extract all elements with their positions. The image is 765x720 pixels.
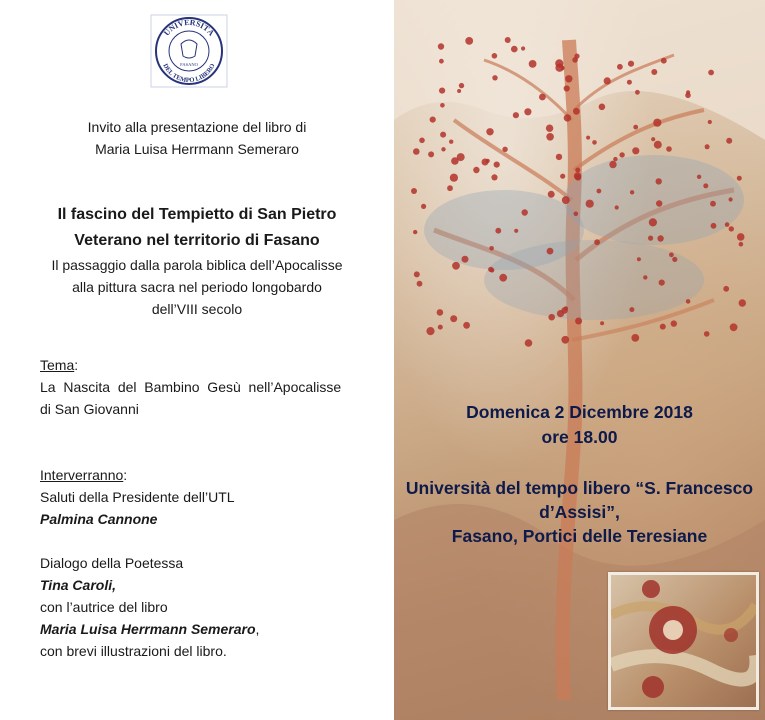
fresco-fruit-dot — [419, 138, 425, 144]
fresco-fruit-dot — [685, 93, 691, 99]
fresco-fruit-dot — [499, 274, 507, 282]
fresco-fruit-dot — [539, 94, 546, 101]
event-time: ore 18.00 — [541, 427, 618, 447]
book-title-line-1: Il fascino del Tempietto di San Pietro — [57, 206, 337, 223]
fresco-fruit-dot — [491, 174, 497, 180]
fresco-fruit-dot — [439, 59, 444, 64]
fresco-fruit-dot — [708, 120, 712, 124]
event-date: Domenica 2 Dicembre 2018 — [466, 402, 693, 422]
fresco-fruit-dot — [686, 299, 691, 304]
fresco-fruit-dot — [666, 146, 672, 152]
fresco-detail-photo — [608, 572, 759, 710]
fresco-fruit-dot — [459, 83, 464, 88]
fresco-fruit-dot — [452, 262, 460, 270]
logo-text-center: FASANO — [180, 62, 198, 67]
fresco-fruit-dot — [413, 148, 420, 155]
fresco-fruit-dot — [649, 218, 657, 226]
fresco-fruit-dot — [613, 157, 617, 161]
fresco-panel — [394, 0, 765, 720]
fresco-fruit-dot — [631, 334, 639, 342]
fresco-fruit-dot — [437, 309, 444, 316]
fresco-fruit-dot — [495, 228, 501, 234]
fresco-fruit-dot — [705, 144, 710, 149]
fresco-fruit-dot — [505, 37, 511, 43]
fresco-fruit-dot — [488, 267, 493, 272]
fresco-fruit-dot — [465, 37, 473, 45]
event-venue-line-2: d’Assisi”, — [539, 502, 620, 522]
fresco-fruit-dot — [574, 212, 579, 217]
fresco-fruit-dot — [661, 58, 667, 64]
fresco-fruit-dot — [604, 77, 611, 84]
fresco-fruit-dot — [730, 323, 738, 331]
fresco-fruit-dot — [656, 178, 662, 184]
tema-heading — [40, 354, 340, 376]
fresco-fruit-dot — [633, 125, 638, 130]
fresco-fruit-dot — [529, 60, 537, 68]
fresco-fruit-dot — [524, 108, 531, 115]
speakers-colon: : — [123, 467, 128, 483]
fresco-fruit-dot — [548, 314, 555, 321]
fresco-fruit-dot — [546, 133, 554, 141]
fresco-fruit-dot — [657, 235, 663, 241]
event-venue-line-1: Università del tempo libero “S. Francesco — [405, 478, 754, 498]
fresco-fruit-dot — [609, 161, 616, 168]
fresco-fruit-dot — [413, 230, 417, 234]
fresco-fruit-dot — [725, 222, 730, 227]
fresco-fruit-dot — [711, 223, 717, 229]
fresco-fruit-dot — [428, 151, 434, 157]
fresco-fruit-dot — [489, 246, 494, 251]
fresco-fruit-dot — [654, 141, 662, 149]
fresco-fruit-dot — [414, 271, 420, 277]
fresco-fruit-dot — [525, 339, 533, 347]
fresco-fruit-dot — [628, 61, 634, 67]
speakers-heading — [40, 464, 340, 486]
fresco-fruit-dot — [656, 200, 662, 206]
fresco-fruit-dot — [575, 318, 582, 325]
fresco-fruit-dot — [556, 154, 562, 160]
fresco-fruit-dot — [739, 242, 744, 247]
fresco-fruit-dot — [438, 325, 443, 330]
logo-text-bottom: DEL TEMPO LIBERO — [161, 62, 217, 85]
fresco-fruit-dot — [737, 233, 745, 241]
fresco-fruit-dot — [546, 125, 553, 132]
fresco-fruit-dot — [635, 90, 640, 95]
fresco-fruit-dot — [630, 190, 634, 194]
fresco-fruit-dot — [629, 307, 634, 312]
fresco-fruit-dot — [564, 85, 570, 91]
fresco-fruit-dot — [514, 229, 518, 233]
fresco-fruit-dot — [492, 53, 498, 59]
book-subtitle-line-1: Il passaggio dalla parola biblica dell’Apocalisse — [51, 257, 343, 273]
logo-text-top: UNIVERSITÀ — [162, 17, 216, 38]
book-subtitle-line-2: alla pittura sacra nel periodo longobardo — [72, 279, 322, 295]
fresco-fruit-dot — [660, 324, 666, 330]
fresco-fruit-dot — [564, 114, 571, 121]
speakers-label: Interverranno — [40, 467, 124, 483]
fresco-fruit-dot — [561, 336, 569, 344]
fresco-fruit-dot — [672, 257, 677, 262]
fresco-fruit-dot — [708, 70, 714, 76]
fresco-fruit-dot — [486, 128, 493, 135]
fresco-fruit-dot — [562, 196, 570, 204]
fresco-fruit-dot — [648, 236, 653, 241]
fresco-fruit-dot — [411, 188, 417, 194]
fresco-fruit-dot — [573, 108, 580, 115]
fresco-fruit-dot — [457, 153, 465, 161]
poet-name: Tina Caroli, — [40, 577, 116, 593]
fresco-fruit-dot — [440, 103, 445, 108]
fresco-fruit-dot — [619, 152, 624, 157]
fresco-fruit-dot — [617, 64, 623, 70]
tema-line-2: di San Giovanni — [40, 401, 139, 417]
invite-line-1: Invito alla presentazione del libro di — [87, 119, 307, 135]
tema-colon: : — [74, 357, 79, 373]
fresco-fruit-dot — [597, 189, 602, 194]
author-line — [40, 618, 340, 640]
fresco-fruit-dot — [522, 209, 528, 215]
author-name: Maria Luisa Herrmann Semeraro — [40, 621, 256, 637]
university-logo — [150, 14, 228, 88]
fresco-fruit-dot — [547, 248, 554, 255]
fresco-fruit-dot — [632, 147, 639, 154]
fresco-fruit-dot — [463, 322, 470, 329]
fresco-fruit-dot — [557, 310, 564, 317]
fresco-fruit-dot — [697, 175, 701, 179]
fresco-fruit-dot — [441, 147, 445, 151]
fresco-fruit-dot — [521, 46, 525, 50]
fresco-fruit-dot — [659, 280, 665, 286]
fresco-fruit-dot — [575, 168, 580, 173]
tema-label: Tema — [40, 357, 75, 373]
book-title-line-2: Veterano nel territorio di Fasano — [74, 232, 320, 249]
fresco-fruit-dot — [653, 119, 661, 127]
fresco-fruit-dot — [704, 331, 710, 337]
fresco-fruit-dot — [594, 239, 600, 245]
fresco-fruit-dot — [426, 327, 434, 335]
fresco-fruit-dot — [548, 191, 555, 198]
fresco-fruit-dot — [651, 69, 657, 75]
fresco-fruit-dot — [575, 174, 581, 180]
fresco-fruit-dot — [513, 112, 519, 118]
fresco-fruit-dot — [669, 252, 674, 257]
with-author-line: con l’autrice del libro — [40, 599, 168, 615]
fresco-fruit-dot — [502, 147, 507, 152]
fresco-fruit-dot — [450, 174, 458, 182]
fresco-fruit-dot — [729, 197, 733, 201]
author-comma: , — [255, 621, 260, 637]
fresco-fruit-dot — [438, 43, 444, 49]
fresco-fruit-dot — [671, 320, 677, 326]
fresco-fruit-dot — [586, 136, 590, 140]
fresco-fruit-dot — [592, 140, 597, 145]
fresco-fruit-dot — [440, 132, 446, 138]
fresco-fruit-dot — [450, 315, 457, 322]
fresco-fruit-dot — [511, 46, 518, 53]
event-venue-line-3: Fasano, Portici delle Teresiane — [451, 526, 708, 546]
fresco-fruit-dot — [651, 137, 655, 141]
fresco-fruit-dot — [486, 159, 490, 163]
fresco-fruit-dot — [572, 57, 578, 63]
fresco-fruit-dot — [627, 80, 632, 85]
fresco-fruit-dot — [726, 138, 732, 144]
fresco-fruit-dot — [637, 257, 641, 261]
fresco-fruit-dot — [560, 174, 565, 179]
fresco-fruit-dot — [586, 200, 594, 208]
fresco-fruit-dot — [729, 226, 734, 231]
fresco-fruit-dot — [643, 275, 647, 279]
greetings-line: Saluti della Presidente dell’UTL — [40, 489, 235, 505]
fresco-fruit-dot — [600, 321, 604, 325]
fresco-fruit-dot — [447, 185, 453, 191]
fresco-fruit-dot — [462, 256, 469, 263]
fresco-fruit-dot — [710, 201, 716, 207]
fresco-fruit-dot — [723, 286, 729, 292]
fresco-fruit-dot — [703, 183, 708, 188]
tema-line-1: La Nascita del Bambino Gesù nell’Apocalisse — [40, 379, 342, 395]
illustrations-line: con brevi illustrazioni del libro. — [40, 643, 227, 659]
fresco-fruit-dot — [421, 204, 426, 209]
fresco-fruit-dot — [739, 299, 746, 306]
fresco-fruit-dot — [599, 104, 606, 111]
fresco-fruit-dot — [555, 59, 563, 67]
fresco-fruit-dot — [615, 205, 619, 209]
fresco-fruit-dot — [494, 162, 500, 168]
fresco-fruit-dot — [473, 167, 479, 173]
fresco-fruit-dot — [565, 75, 572, 82]
invite-author: Maria Luisa Herrmann Semeraro — [95, 141, 299, 157]
fresco-fruit-dot — [417, 281, 423, 287]
dialog-line: Dialogo della Poetessa — [40, 555, 184, 571]
fresco-fruit-dot — [457, 89, 461, 93]
book-subtitle-line-3: dell’VIII secolo — [151, 301, 243, 317]
fresco-fruit-dot — [439, 88, 445, 94]
president-name: Palmina Cannone — [40, 511, 158, 527]
fresco-fruit-dot — [737, 176, 742, 181]
fresco-detail-image — [611, 575, 756, 707]
fresco-fruit-dot — [449, 140, 453, 144]
fresco-fruit-dot — [492, 75, 497, 80]
fresco-fruit-dot — [430, 117, 436, 123]
fresco-fruit-dot — [564, 306, 568, 310]
